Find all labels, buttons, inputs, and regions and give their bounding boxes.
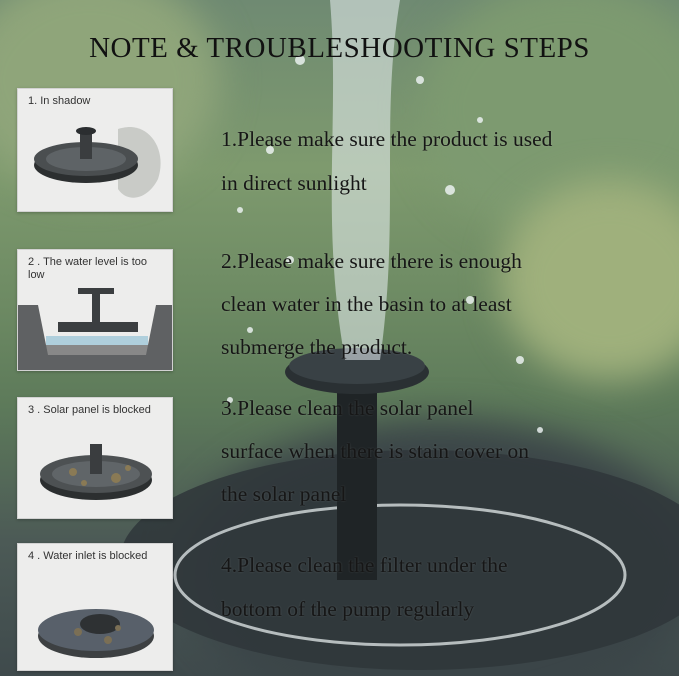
panel-label: 4 . Water inlet is blocked [28, 550, 148, 562]
step-1-line-2: in direct sunlight [221, 171, 367, 195]
panel-label: 2 . The water level is too low [28, 256, 148, 281]
step-4 [221, 548, 508, 626]
panel-water-level-low [17, 249, 173, 371]
step-4-line-1: 4.Please clean the filter under the [221, 553, 508, 577]
panel-solar-blocked [17, 397, 173, 519]
step-2-line-3: submerge the product. [221, 335, 413, 359]
step-2-line-1: 2.Please make sure there is enough [221, 249, 522, 273]
step-2-line-2: clean water in the basin to at least [221, 292, 512, 316]
step-3 [221, 391, 529, 511]
step-3-line-1: 3.Please clean the solar panel [221, 396, 474, 420]
step-2 [221, 244, 522, 364]
step-1-line-1: 1.Please make sure the product is used [221, 127, 553, 151]
step-3-line-3: the solar panel [221, 482, 347, 506]
panel-label: 3 . Solar panel is blocked [28, 404, 151, 416]
page-title: NOTE & TROUBLESHOOTING STEPS [89, 32, 590, 64]
panel-in-shadow [17, 88, 173, 212]
panel-inlet-blocked [17, 543, 173, 671]
panel-label: 1. In shadow [28, 95, 91, 107]
step-4-line-2: bottom of the pump regularly [221, 597, 475, 621]
step-1 [221, 122, 552, 200]
step-3-line-2: surface when there is stain cover on [221, 439, 530, 463]
